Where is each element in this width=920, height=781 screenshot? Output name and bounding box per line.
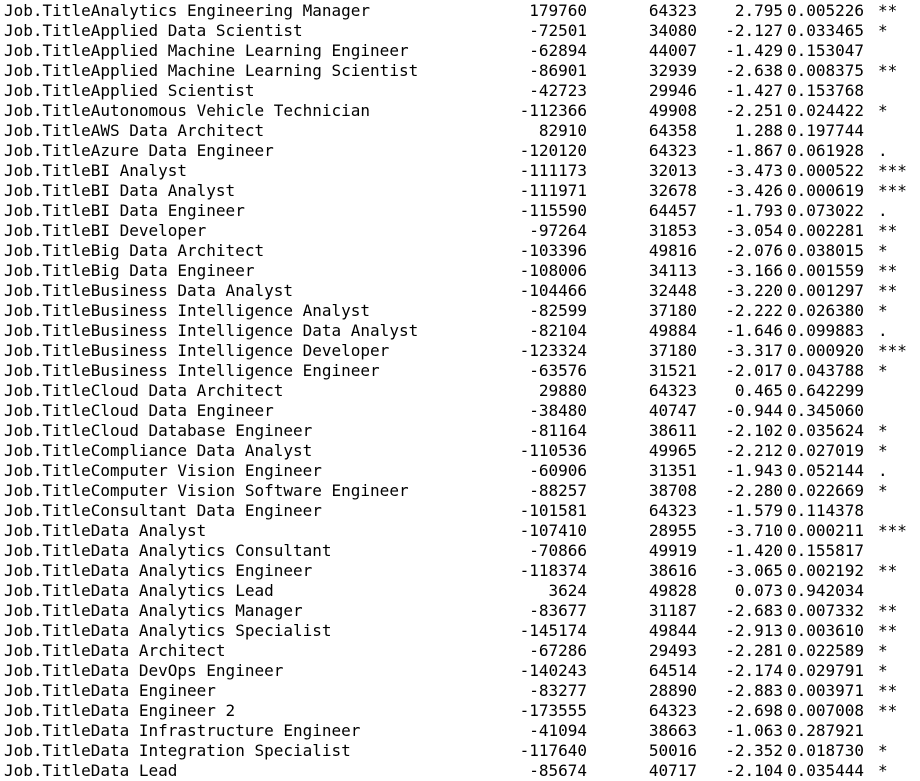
significance-code: *** [878,521,907,540]
t-value: -0.944 [725,401,783,420]
significance-code: * [878,641,888,660]
coefficient-row [0,41,920,61]
std-error-value: 40747 [648,401,697,420]
term-label: Job.TitleData Analyst [4,521,207,540]
coefficient-row [0,561,920,581]
p-value: 0.018730 [787,741,865,760]
estimate-value: -108006 [519,261,587,280]
estimate-value: -145174 [519,621,587,640]
coefficient-row [0,661,920,681]
std-error-value: 40717 [648,761,697,780]
coefficient-row [0,401,920,421]
p-value: 0.007008 [787,701,865,720]
p-value: 0.000619 [787,181,865,200]
term-label: Job.TitleBI Data Analyst [4,181,236,200]
significance-code: * [878,441,888,460]
estimate-value: -42723 [529,81,587,100]
p-value: 0.052144 [787,461,865,480]
significance-code: *** [878,161,907,180]
t-value: -2.913 [725,621,783,640]
coefficient-row [0,61,920,81]
term-label: Job.TitleBI Developer [4,221,207,240]
significance-code: ** [878,561,898,580]
coefficient-row [0,741,920,761]
t-value: -3.710 [725,521,783,540]
significance-code: . [878,141,888,160]
coefficient-row [0,261,920,281]
estimate-value: -118374 [519,561,587,580]
t-value: -1.646 [725,321,783,340]
coefficient-row [0,641,920,661]
estimate-value: -101581 [519,501,587,520]
estimate-value: -140243 [519,661,587,680]
std-error-value: 31187 [648,601,697,620]
t-value: -1.579 [725,501,783,520]
t-value: -2.017 [725,361,783,380]
p-value: 0.197744 [787,121,865,140]
t-value: -2.127 [725,21,783,40]
std-error-value: 49965 [648,441,697,460]
t-value: -2.698 [725,701,783,720]
significance-code: ** [878,601,898,620]
term-label: Job.TitleData Analytics Specialist [4,621,332,640]
p-value: 0.033465 [787,21,865,40]
term-label: Job.TitleApplied Scientist [4,81,255,100]
coefficient-row [0,381,920,401]
estimate-value: -67286 [529,641,587,660]
coefficient-row [0,1,920,21]
term-label: Job.TitleCloud Database Engineer [4,421,313,440]
estimate-value: -111173 [519,161,587,180]
significance-code: ** [878,621,898,640]
t-value: 0.465 [734,381,783,400]
term-label: Job.TitleBusiness Intelligence Analyst [4,301,371,320]
coefficient-row [0,321,920,341]
term-label: Job.TitleComputer Vision Engineer [4,461,322,480]
t-value: -2.251 [725,101,783,120]
t-value: -2.174 [725,661,783,680]
estimate-value: -41094 [529,721,587,740]
significance-code: *** [878,181,907,200]
estimate-value: 179760 [529,1,587,20]
std-error-value: 38663 [648,721,697,740]
coefficient-row [0,201,920,221]
std-error-value: 64323 [648,501,697,520]
term-label: Job.TitleData Integration Specialist [4,741,351,760]
p-value: 0.155817 [787,541,865,560]
significance-code: * [878,241,888,260]
p-value: 0.061928 [787,141,865,160]
estimate-value: -82104 [529,321,587,340]
std-error-value: 49884 [648,321,697,340]
estimate-value: -88257 [529,481,587,500]
estimate-value: 29880 [538,381,587,400]
coefficient-row [0,541,920,561]
p-value: 0.008375 [787,61,865,80]
p-value: 0.287921 [787,721,865,740]
std-error-value: 31521 [648,361,697,380]
p-value: 0.942034 [787,581,865,600]
estimate-value: -85674 [529,761,587,780]
significance-code: * [878,761,888,780]
std-error-value: 34113 [648,261,697,280]
std-error-value: 28890 [648,681,697,700]
std-error-value: 32678 [648,181,697,200]
term-label: Job.TitleBI Analyst [4,161,188,180]
term-label: Job.TitleAWS Data Architect [4,121,265,140]
coefficient-row [0,621,920,641]
p-value: 0.000920 [787,341,865,360]
estimate-value: -107410 [519,521,587,540]
coefficient-row [0,361,920,381]
estimate-value: -111971 [519,181,587,200]
std-error-value: 49844 [648,621,697,640]
term-label: Job.TitleBig Data Engineer [4,261,255,280]
std-error-value: 32448 [648,281,697,300]
p-value: 0.002281 [787,221,865,240]
coefficient-row [0,181,920,201]
significance-code: * [878,481,888,500]
std-error-value: 64323 [648,1,697,20]
estimate-value: -81164 [529,421,587,440]
std-error-value: 49816 [648,241,697,260]
term-label: Job.TitleCloud Data Engineer [4,401,274,420]
p-value: 0.022669 [787,481,865,500]
p-value: 0.073022 [787,201,865,220]
significance-code: ** [878,221,898,240]
std-error-value: 34080 [648,21,697,40]
std-error-value: 49828 [648,581,697,600]
significance-code: * [878,301,888,320]
p-value: 0.642299 [787,381,865,400]
coefficient-row [0,581,920,601]
p-value: 0.000211 [787,521,865,540]
p-value: 0.024422 [787,101,865,120]
estimate-value: -83277 [529,681,587,700]
term-label: Job.TitleAutonomous Vehicle Technician [4,101,371,120]
significance-code: * [878,101,888,120]
t-value: -3.054 [725,221,783,240]
estimate-value: -115590 [519,201,587,220]
std-error-value: 29493 [648,641,697,660]
t-value: -2.883 [725,681,783,700]
term-label: Job.TitleApplied Machine Learning Scientist [4,61,419,80]
p-value: 0.005226 [787,1,865,20]
estimate-value: -112366 [519,101,587,120]
significance-code: ** [878,681,898,700]
coefficient-row [0,681,920,701]
p-value: 0.043788 [787,361,865,380]
t-value: -2.222 [725,301,783,320]
t-value: -1.427 [725,81,783,100]
coefficient-row [0,701,920,721]
std-error-value: 38611 [648,421,697,440]
p-value: 0.035624 [787,421,865,440]
estimate-value: -110536 [519,441,587,460]
significance-code: ** [878,701,898,720]
std-error-value: 28955 [648,521,697,540]
coefficient-row [0,141,920,161]
term-label: Job.TitleApplied Machine Learning Engineer [4,41,409,60]
t-value: -2.638 [725,61,783,80]
t-value: -1.429 [725,41,783,60]
std-error-value: 49919 [648,541,697,560]
significance-code: * [878,421,888,440]
t-value: -1.063 [725,721,783,740]
term-label: Job.TitleAnalytics Engineering Manager [4,1,371,20]
t-value: -2.683 [725,601,783,620]
t-value: -2.076 [725,241,783,260]
t-value: -1.420 [725,541,783,560]
term-label: Job.TitleComputer Vision Software Engineer [4,481,409,500]
significance-code: . [878,201,888,220]
std-error-value: 31853 [648,221,697,240]
t-value: -3.065 [725,561,783,580]
coefficient-row [0,101,920,121]
estimate-value: 82910 [538,121,587,140]
p-value: 0.003971 [787,681,865,700]
estimate-value: -63576 [529,361,587,380]
p-value: 0.038015 [787,241,865,260]
term-label: Job.TitleData Engineer [4,681,216,700]
t-value: -3.220 [725,281,783,300]
estimate-value: -103396 [519,241,587,260]
coefficient-row [0,21,920,41]
std-error-value: 64358 [648,121,697,140]
t-value: -1.943 [725,461,783,480]
coefficient-row [0,421,920,441]
term-label: Job.TitleConsultant Data Engineer [4,501,322,520]
term-label: Job.TitleBusiness Intelligence Engineer [4,361,380,380]
std-error-value: 38616 [648,561,697,580]
p-value: 0.003610 [787,621,865,640]
p-value: 0.026380 [787,301,865,320]
t-value: -3.317 [725,341,783,360]
std-error-value: 37180 [648,341,697,360]
std-error-value: 49908 [648,101,697,120]
estimate-value: -62894 [529,41,587,60]
p-value: 0.153768 [787,81,865,100]
p-value: 0.099883 [787,321,865,340]
std-error-value: 32939 [648,61,697,80]
term-label: Job.TitleApplied Data Scientist [4,21,303,40]
t-value: -3.166 [725,261,783,280]
t-value: 0.073 [734,581,783,600]
std-error-value: 31351 [648,461,697,480]
std-error-value: 44007 [648,41,697,60]
term-label: Job.TitleBusiness Intelligence Developer [4,341,390,360]
estimate-value: -70866 [529,541,587,560]
significance-code: * [878,741,888,760]
p-value: 0.001297 [787,281,865,300]
coefficient-row [0,221,920,241]
std-error-value: 37180 [648,301,697,320]
estimate-value: -123324 [519,341,587,360]
estimate-value: -83677 [529,601,587,620]
term-label: Job.TitleAzure Data Engineer [4,141,274,160]
p-value: 0.029791 [787,661,865,680]
t-value: -2.102 [725,421,783,440]
estimate-value: -97264 [529,221,587,240]
term-label: Job.TitleData DevOps Engineer [4,661,284,680]
p-value: 0.035444 [787,761,865,780]
t-value: 2.795 [734,1,783,20]
coefficient-row [0,341,920,361]
t-value: -2.212 [725,441,783,460]
coefficient-row [0,161,920,181]
significance-code: ** [878,281,898,300]
term-label: Job.TitleBusiness Intelligence Data Analyst [4,321,419,340]
significance-code: . [878,461,888,480]
coefficient-row [0,301,920,321]
coefficient-row [0,81,920,101]
estimate-value: -60906 [529,461,587,480]
significance-code: ** [878,261,898,280]
significance-code: . [878,321,888,340]
p-value: 0.114378 [787,501,865,520]
term-label: Job.TitleBI Data Engineer [4,201,245,220]
p-value: 0.022589 [787,641,865,660]
t-value: -2.352 [725,741,783,760]
std-error-value: 64457 [648,201,697,220]
term-label: Job.TitleData Analytics Engineer [4,561,313,580]
estimate-value: -38480 [529,401,587,420]
t-value: -2.281 [725,641,783,660]
t-value: -3.426 [725,181,783,200]
significance-code: ** [878,1,898,20]
estimate-value: -120120 [519,141,587,160]
std-error-value: 64323 [648,381,697,400]
estimate-value: -173555 [519,701,587,720]
t-value: -2.104 [725,761,783,780]
term-label: Job.TitleBig Data Architect [4,241,265,260]
estimate-value: -117640 [519,741,587,760]
std-error-value: 32013 [648,161,697,180]
std-error-value: 64323 [648,141,697,160]
coefficient-row [0,761,920,781]
t-value: 1.288 [734,121,783,140]
term-label: Job.TitleBusiness Data Analyst [4,281,293,300]
coefficient-row [0,481,920,501]
significance-code: ** [878,61,898,80]
term-label: Job.TitleData Architect [4,641,226,660]
coefficient-row [0,121,920,141]
std-error-value: 64514 [648,661,697,680]
estimate-value: -72501 [529,21,587,40]
coefficient-row [0,241,920,261]
estimate-value: 3624 [548,581,587,600]
p-value: 0.002192 [787,561,865,580]
coefficient-row [0,601,920,621]
p-value: 0.027019 [787,441,865,460]
coefficient-row [0,501,920,521]
significance-code: * [878,661,888,680]
term-label: Job.TitleData Engineer 2 [4,701,236,720]
p-value: 0.000522 [787,161,865,180]
t-value: -1.867 [725,141,783,160]
term-label: Job.TitleData Infrastructure Engineer [4,721,361,740]
term-label: Job.TitleData Lead [4,761,178,780]
term-label: Job.TitleData Analytics Lead [4,581,274,600]
coefficient-row [0,281,920,301]
coefficient-row [0,461,920,481]
p-value: 0.001559 [787,261,865,280]
p-value: 0.153047 [787,41,865,60]
p-value: 0.007332 [787,601,865,620]
p-value: 0.345060 [787,401,865,420]
term-label: Job.TitleData Analytics Manager [4,601,303,620]
estimate-value: -82599 [529,301,587,320]
std-error-value: 50016 [648,741,697,760]
t-value: -3.473 [725,161,783,180]
coefficient-row [0,441,920,461]
t-value: -1.793 [725,201,783,220]
significance-code: *** [878,341,907,360]
std-error-value: 38708 [648,481,697,500]
term-label: Job.TitleCompliance Data Analyst [4,441,313,460]
significance-code: * [878,21,888,40]
coefficient-row [0,521,920,541]
estimate-value: -104466 [519,281,587,300]
term-label: Job.TitleCloud Data Architect [4,381,284,400]
estimate-value: -86901 [529,61,587,80]
t-value: -2.280 [725,481,783,500]
std-error-value: 29946 [648,81,697,100]
std-error-value: 64323 [648,701,697,720]
term-label: Job.TitleData Analytics Consultant [4,541,332,560]
coefficient-row [0,721,920,741]
significance-code: * [878,361,888,380]
